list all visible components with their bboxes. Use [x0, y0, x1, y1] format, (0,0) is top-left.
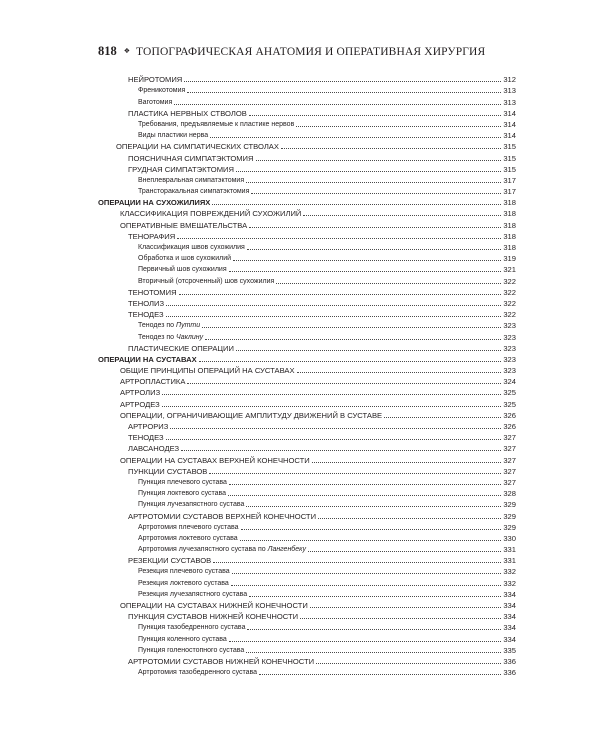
toc-entry: [98, 543, 516, 554]
running-title: ТОПОГРАФИЧЕСКАЯ АНАТОМИЯ И ОПЕРАТИВНАЯ ХИРУРГИЯ: [136, 46, 486, 58]
toc-entry-page: 314: [503, 108, 516, 118]
toc-entry-title: [98, 243, 245, 252]
toc-entry-page: 318: [503, 231, 516, 241]
dot-leader: [241, 529, 502, 530]
toc-entry-title-text: Пункция тазобедренного сустава: [138, 624, 246, 632]
toc-entry-page: 319: [503, 254, 516, 264]
dot-leader: [228, 495, 501, 496]
dot-leader: [247, 249, 502, 250]
toc-entry: [98, 342, 516, 353]
toc-entry-page: 334: [503, 612, 516, 622]
toc-entry-page: 318: [503, 243, 516, 252]
toc-entry: [98, 588, 516, 599]
toc-entry-title: [98, 623, 245, 632]
dot-leader: [233, 260, 501, 261]
toc-entry-page: 326: [503, 422, 516, 431]
toc-entry: [98, 576, 516, 587]
toc-entry-title: [98, 288, 177, 297]
toc-entry: [98, 666, 516, 677]
toc-entry: [98, 118, 516, 129]
toc-entry-page: 318: [503, 220, 516, 230]
dot-leader: [210, 137, 501, 138]
dot-leader: [236, 350, 501, 351]
toc-entry-title: [98, 254, 231, 263]
dot-leader: [166, 305, 501, 306]
toc-entry: [98, 73, 516, 84]
toc-entry-title-text: ПЛАСТИЧЕСКИЕ ОПЕРАЦИИ: [128, 343, 234, 353]
dot-leader: [232, 573, 502, 574]
dot-leader: [276, 283, 501, 284]
toc-entry-title: [98, 299, 164, 308]
toc-entry: [98, 487, 516, 498]
toc-entry: [98, 263, 516, 274]
dot-leader: [316, 663, 501, 664]
toc-entry-title-text: АРТРОПЛАСТИКА: [120, 377, 186, 387]
dot-leader: [202, 327, 501, 328]
toc-entry: [98, 431, 516, 442]
toc-entry-title-text: Тенодез по: [138, 333, 176, 341]
toc-entry: [98, 353, 516, 364]
toc-entry-title: [98, 187, 249, 196]
toc-entry-page: 312: [503, 75, 516, 85]
toc-entry-title: [98, 310, 164, 319]
toc-entry-title-text: ТЕНОДЕЗ: [128, 433, 164, 443]
toc-entry-title-text: Классификация швов сухожилия: [138, 244, 245, 251]
toc-entry: [98, 565, 516, 576]
toc-entry-title-text: ТЕНОДЕЗ: [128, 310, 164, 320]
toc-entry-page: 322: [503, 287, 516, 297]
toc-entry-title: [98, 467, 207, 476]
toc-entry-title: [98, 400, 160, 409]
toc-entry: [98, 241, 516, 252]
dot-leader: [187, 383, 501, 384]
toc-entry-title-text: ПЛАСТИКА НЕРВНЫХ СТВОЛОВ: [128, 108, 247, 118]
toc-entry-title: [98, 86, 185, 95]
toc-entry-title-text: Первичный шов сухожилия: [138, 266, 227, 274]
toc-entry-title-text: Трансторакальная симпатэктомия: [138, 188, 250, 196]
toc-entry: [98, 84, 516, 95]
dot-leader: [166, 439, 502, 440]
toc-entry-page: 329: [503, 522, 516, 532]
toc-entry-title: [98, 165, 234, 174]
toc-entry-title: [98, 355, 197, 364]
dot-leader: [240, 540, 502, 541]
toc-entry-page: 313: [503, 86, 516, 96]
toc-entry-title: [98, 567, 230, 576]
toc-entry-title-text: ПУНКЦИЯ СУСТАВОВ НИЖНЕЙ КОНЕЧНОСТИ: [128, 612, 299, 622]
toc-entry-title: [98, 98, 172, 107]
dot-leader: [229, 641, 502, 642]
toc-entry-page: 317: [503, 175, 516, 185]
toc-entry: [98, 397, 516, 408]
toc-entry: [98, 330, 516, 341]
dot-leader: [318, 518, 501, 519]
toc-entry-title-text: ОПЕРАЦИИ НА СУХОЖИЛИЯХ: [98, 198, 211, 208]
toc-entry: [98, 610, 516, 621]
dot-leader: [170, 428, 501, 429]
toc-entry-page: 334: [503, 634, 516, 644]
toc-entry-page: 325: [503, 399, 516, 409]
toc-entry-page: 329: [503, 511, 516, 521]
toc-entry-title: [98, 131, 208, 140]
dot-leader: [303, 215, 501, 216]
toc-entry-page: 327: [503, 444, 516, 454]
toc-entry: [98, 621, 516, 632]
toc-entry-title-text: Артротомия тазобедренного сустава: [138, 669, 258, 677]
toc-entry-title: [98, 109, 247, 118]
toc-entry-page: 322: [503, 310, 516, 320]
toc-entry-page: 318: [503, 198, 516, 208]
dot-leader: [247, 629, 501, 630]
toc-entry-page: 330: [503, 533, 516, 543]
toc-entry-title-italic: Чаклину: [176, 333, 204, 341]
toc-entry-page: 329: [503, 500, 516, 510]
toc-entry-title-text: ОПЕРАЦИИ НА СУСТАВАХ ВЕРХНЕЙ КОНЕЧНОСТИ: [120, 455, 310, 465]
toc-entry-page: 313: [503, 97, 516, 107]
toc-entry: [98, 196, 516, 207]
toc-entry-page: 324: [503, 377, 516, 387]
toc-entry-page: 323: [503, 343, 516, 353]
toc-entry-title-text: Пункция голеностопного сустава: [138, 646, 245, 654]
toc-entry-title: [98, 388, 160, 397]
toc-entry-title: [98, 209, 301, 218]
toc-entry-page: 327: [503, 455, 516, 465]
toc-entry: [98, 174, 516, 185]
toc-entry-title-text: Резекция локтевого сустава: [138, 579, 229, 587]
dot-leader: [212, 204, 501, 205]
toc-entry-title: [98, 500, 244, 509]
dot-leader: [246, 652, 501, 653]
toc-entry: [98, 498, 516, 509]
dot-leader: [166, 316, 502, 317]
toc-entry-page: 325: [503, 388, 516, 398]
toc-entry-title: [98, 523, 239, 532]
dot-leader: [229, 484, 501, 485]
toc-entry-page: 323: [503, 354, 516, 364]
toc-entry-title: [98, 75, 182, 84]
toc-entry-title-text: Пункция локтевого сустава: [138, 490, 227, 498]
toc-entry-title-text: Вторичный (отсроченный) шов сухожилия: [138, 277, 275, 285]
toc-entry-page: 326: [503, 410, 516, 420]
toc-entry-page: 322: [503, 276, 516, 286]
toc-entry-title: [98, 433, 164, 442]
toc-entry-title-text: АРТРОТОМИИ СУСТАВОВ НИЖНЕЙ КОНЕЧНОСТИ: [128, 656, 315, 666]
toc-entry-title: [98, 456, 310, 465]
toc-entry: [98, 476, 516, 487]
toc-entry: [98, 442, 516, 453]
toc-entry-title: [98, 478, 227, 487]
dot-leader: [246, 182, 501, 183]
toc-entry-title-text: ЛАВСАНОДЕЗ: [128, 444, 180, 454]
dot-leader: [251, 193, 501, 194]
toc-entry: [98, 230, 516, 241]
toc-entry-title-text: ТЕНОРАФИЯ: [128, 231, 176, 241]
toc-entry-title-italic: Лангенбеку: [267, 546, 306, 554]
toc-entry: [98, 95, 516, 106]
toc-entry-title: [98, 265, 227, 274]
toc-entry-page: 322: [503, 298, 516, 308]
toc-entry-title-text: Требования, предъявляемые к пластике нервов: [138, 120, 295, 128]
toc-entry-title: [98, 411, 382, 420]
toc-entry-page: 315: [503, 142, 516, 152]
toc-entry-page: 323: [503, 366, 516, 376]
toc-entry-title-text: Френикотомия: [138, 87, 186, 95]
toc-entry-title: [98, 142, 279, 151]
table-of-contents: [98, 73, 516, 677]
toc-entry-title: [98, 657, 314, 666]
toc-entry-title-text: ОПЕРАЦИИ НА СУСТАВАХ НИЖНЕЙ КОНЕЧНОСТИ: [120, 601, 308, 610]
diamond-separator-icon: ❖: [123, 48, 131, 55]
toc-entry-page: 334: [503, 623, 516, 633]
toc-entry-title-text: ПУНКЦИИ СУСТАВОВ: [128, 466, 208, 476]
toc-entry: [98, 364, 516, 375]
toc-entry-page: 315: [503, 164, 516, 174]
toc-entry: [98, 521, 516, 532]
dot-leader: [231, 585, 502, 586]
toc-entry-title: [98, 612, 298, 621]
toc-entry: [98, 465, 516, 476]
toc-entry-title-text: АРТРОДЕЗ: [120, 399, 160, 409]
toc-entry-title: [98, 277, 274, 286]
dot-leader: [249, 115, 502, 116]
toc-entry-title: [98, 579, 229, 588]
dot-leader: [213, 562, 501, 563]
toc-entry-title: [98, 601, 308, 610]
toc-entry: [98, 655, 516, 666]
toc-entry-page: 314: [503, 119, 516, 129]
toc-entry-page: 331: [503, 556, 516, 566]
toc-entry-page: 334: [503, 601, 516, 610]
toc-entry: [98, 207, 516, 218]
toc-entry-title-italic: Путти: [176, 322, 201, 330]
toc-entry-page: 332: [503, 578, 516, 588]
toc-entry: [98, 185, 516, 196]
page-number: 818: [98, 44, 117, 58]
toc-entry-title-text: КЛАССИФИКАЦИЯ ПОВРЕЖДЕНИЙ СУХОЖИЛИЙ: [120, 209, 302, 219]
toc-entry-title: [98, 377, 185, 386]
dot-leader: [187, 92, 501, 93]
dot-leader: [249, 596, 501, 597]
toc-entry-page: 318: [503, 209, 516, 219]
toc-entry-title-text: Ваготомия: [138, 98, 173, 106]
toc-entry-title: [98, 556, 211, 565]
toc-entry-title-text: ТЕНОТОМИЯ: [128, 287, 177, 297]
toc-entry-page: 327: [503, 466, 516, 476]
toc-entry-title-text: НЕЙРОТОМИЯ: [128, 75, 183, 85]
toc-entry-title-text: Пункция плечевого сустава: [138, 478, 227, 486]
dot-leader: [199, 361, 502, 362]
dot-leader: [256, 160, 502, 161]
toc-entry-title-text: ТЕНОЛИЗ: [128, 298, 165, 308]
toc-entry: [98, 140, 516, 151]
toc-entry: [98, 409, 516, 420]
dot-leader: [174, 104, 501, 105]
dot-leader: [162, 406, 502, 407]
dot-leader: [384, 417, 501, 418]
toc-entry-page: 336: [503, 656, 516, 666]
running-header: [98, 44, 518, 64]
toc-entry-title-text: ГРУДНАЯ СИМПАТЭКТОМИЯ: [128, 164, 234, 174]
toc-entry: [98, 107, 516, 118]
toc-entry-title-text: ОПЕРАТИВНЫЕ ВМЕШАТЕЛЬСТВА: [120, 220, 248, 230]
dot-leader: [209, 473, 501, 474]
dot-leader: [300, 618, 501, 619]
toc-entry: [98, 599, 516, 610]
toc-entry-title: [98, 635, 227, 644]
toc-entry: [98, 420, 516, 431]
toc-entry-title-text: АРТРОЛИЗ: [120, 388, 161, 398]
toc-entry-title-text: Резекция плечевого сустава: [138, 568, 230, 576]
toc-entry-title: [98, 422, 168, 431]
toc-entry: [98, 632, 516, 643]
toc-entry: [98, 375, 516, 386]
toc-entry-title-text: РЕЗЕКЦИИ СУСТАВОВ: [128, 556, 212, 566]
dot-leader: [181, 450, 501, 451]
toc-entry-title: [98, 221, 247, 230]
toc-entry-title: [98, 176, 244, 185]
toc-entry-title: [98, 154, 254, 163]
toc-entry-title: [98, 366, 295, 375]
toc-entry-page: 335: [503, 645, 516, 655]
toc-entry: [98, 274, 516, 285]
toc-entry-title-text: Артротомия локтевого сустава: [138, 534, 238, 542]
dot-leader: [177, 238, 501, 239]
toc-entry: [98, 129, 516, 140]
toc-entry-page: 315: [503, 153, 516, 163]
toc-entry: [98, 218, 516, 229]
toc-entry: [98, 453, 516, 464]
dot-leader: [179, 294, 502, 295]
toc-entry-title-text: Пункция коленного сустава: [138, 635, 227, 643]
dot-leader: [312, 462, 502, 463]
toc-entry-title-text: Тенодез по: [138, 322, 176, 330]
dot-leader: [281, 148, 501, 149]
toc-entry: [98, 286, 516, 297]
toc-entry-title-text: Артротомия лучезапястного сустава по: [138, 546, 268, 554]
toc-entry-title: [98, 232, 175, 241]
toc-entry: [98, 308, 516, 319]
toc-entry-title: [98, 646, 244, 655]
toc-entry-page: 323: [503, 321, 516, 331]
toc-entry-title-text: АРТРОРИЗ: [128, 422, 169, 431]
toc-entry-page: 327: [503, 433, 516, 443]
toc-entry-title: [98, 120, 294, 129]
toc-entry-title-text: ОБЩИЕ ПРИНЦИПЫ ОПЕРАЦИЙ НА СУСТАВАХ: [120, 366, 295, 376]
toc-entry: [98, 319, 516, 330]
dot-leader: [229, 271, 502, 272]
toc-entry-title: [98, 321, 200, 330]
toc-entry-page: 317: [503, 187, 516, 197]
toc-entry-page: 331: [503, 545, 516, 555]
toc-entry-title-text: ОПЕРАЦИИ НА СУСТАВАХ: [98, 354, 197, 364]
toc-entry-title: [98, 198, 210, 207]
toc-entry-title: [98, 444, 179, 453]
toc-entry-title-text: ОПЕРАЦИИ, ОГРАНИЧИВАЮЩИЕ АМПЛИТУДУ ДВИЖЕНИЙ В СУСТАВЕ: [120, 410, 383, 420]
toc-entry: [98, 297, 516, 308]
toc-entry-title-text: ПОЯСНИЧНАЯ СИМПАТЭКТОМИЯ: [128, 153, 254, 163]
toc-entry-page: 328: [503, 489, 516, 499]
dot-leader: [184, 81, 501, 82]
dot-leader: [296, 126, 501, 127]
dot-leader: [310, 607, 502, 608]
toc-entry-page: 332: [503, 567, 516, 577]
toc-entry-title-text: Внеплевральная симпатэктомия: [138, 176, 245, 184]
toc-entry-title-text: Пункция лучезапястного сустава: [138, 501, 245, 509]
toc-entry: [98, 386, 516, 397]
toc-entry-page: 321: [503, 265, 516, 275]
toc-entry-title-text: Артротомия плечевого сустава: [138, 523, 239, 531]
toc-entry: [98, 252, 516, 263]
toc-entry-title-text: ОПЕРАЦИИ НА СИМПАТИЧЕСКИХ СТВОЛАХ: [116, 142, 279, 152]
dot-leader: [246, 506, 501, 507]
toc-entry: [98, 532, 516, 543]
toc-entry: [98, 554, 516, 565]
toc-entry: [98, 163, 516, 174]
toc-entry-title: [98, 545, 306, 554]
dot-leader: [162, 394, 501, 395]
dot-leader: [249, 227, 501, 228]
dot-leader: [205, 339, 501, 340]
toc-entry-title-text: Резекция лучезапястного сустава: [138, 590, 248, 598]
toc-entry-title-text: Обработка и шов сухожилий: [138, 255, 232, 263]
toc-entry: [98, 644, 516, 655]
toc-entry-title: [98, 668, 257, 677]
toc-entry-page: 334: [503, 589, 516, 599]
dot-leader: [308, 551, 501, 552]
toc-entry-title: [98, 590, 247, 599]
dot-leader: [297, 372, 502, 373]
toc-entry-page: 336: [503, 668, 516, 678]
toc-entry-title: [98, 512, 316, 521]
toc-entry-page: 323: [503, 332, 516, 342]
toc-entry-title: [98, 489, 226, 498]
toc-entry: [98, 151, 516, 162]
toc-entry-title: [98, 333, 203, 342]
toc-entry: [98, 509, 516, 520]
toc-entry-title: [98, 344, 234, 353]
toc-entry-title-text: АРТРОТОМИИ СУСТАВОВ ВЕРХНЕЙ КОНЕЧНОСТИ: [128, 511, 317, 521]
toc-entry-page: 327: [503, 477, 516, 487]
toc-entry-page: 314: [503, 131, 516, 141]
toc-entry-title-text: Виды пластики нерва: [138, 132, 209, 140]
dot-leader: [236, 171, 501, 172]
toc-entry-title: [98, 534, 238, 543]
dot-leader: [259, 674, 501, 675]
